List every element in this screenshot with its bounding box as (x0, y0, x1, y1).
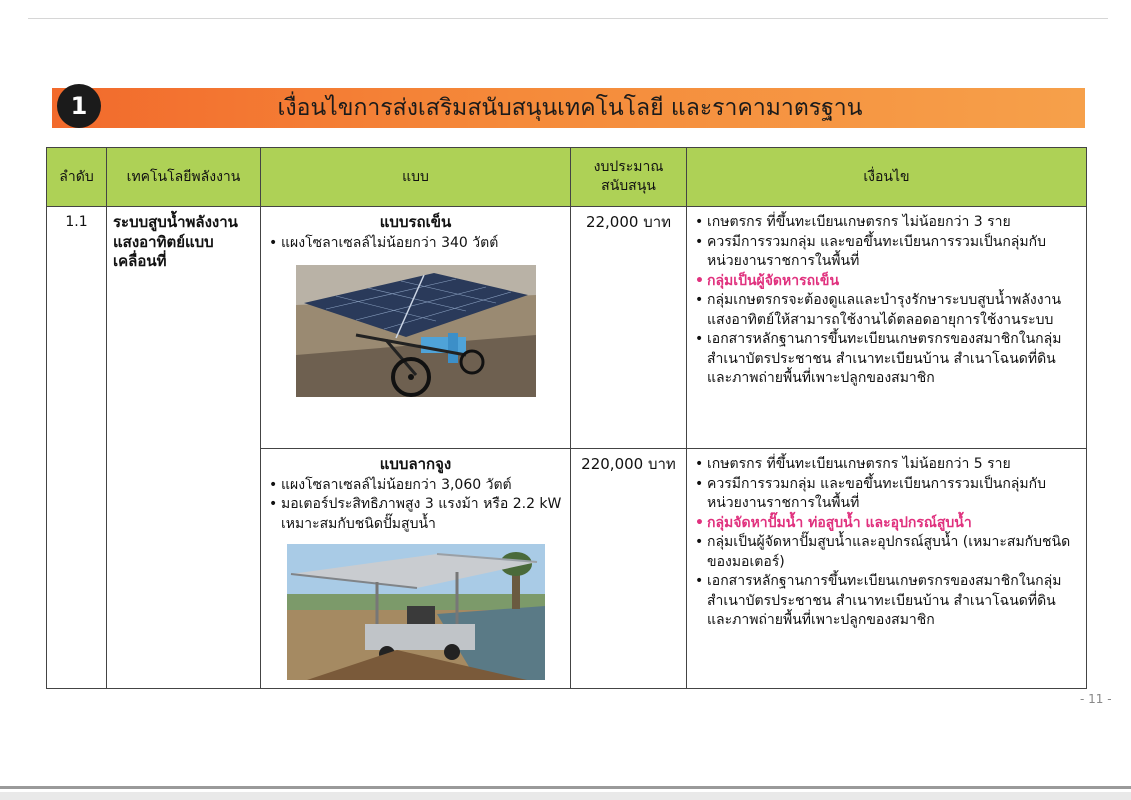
spec-item: • มอเตอร์ประสิทธิภาพสูง 3 แรงม้า หรือ 2.2 kW เหมาะสมกับชนิดปั๊มสูบน้ำ (281, 495, 564, 534)
section-number-badge: 1 (57, 84, 101, 128)
table-header-row (47, 148, 1087, 207)
condition-item: • กลุ่มเกษตรกรจะต้องดูแลและบำรุงรักษาระบบสูบน้ำพลังงานแสงอาทิตย์ให้สามารถใช้งานได้ตลอดอายุการใช้งานระบบ (707, 291, 1080, 330)
condition-item: • กลุ่มเป็นผู้จัดหารถเข็น (707, 272, 1080, 292)
header-order: ลำดับ (47, 148, 107, 207)
budget-trailer: 220,000 บาท (571, 449, 687, 689)
condition-item: • เอกสารหลักฐานการขึ้นทะเบียนเกษตรกรของสมาชิกในกลุ่ม สำเนาบัตรประชาชน สำเนาทะเบียนบ้าน สำเนาโฉนดที่ดิน และภาพถ่ายพื้นที่เพาะปลูกของสมาชิก (707, 330, 1080, 389)
model-name-trailer: แบบลากจูง (379, 455, 452, 473)
spec-item: • แผงโซลาเซลล์ไม่น้อยกว่า 3,060 วัตต์ (281, 476, 564, 496)
condition-item: • ควรมีการรวมกลุ่ม และขอขึ้นทะเบียนการรวมเป็นกลุ่มกับหน่วยงานราชการในพื้นที่ (707, 233, 1080, 272)
conditions-cell-cart (687, 207, 1087, 449)
header-technology: เทคโนโลยีพลังงาน (107, 148, 261, 207)
model-cell-cart (261, 207, 571, 449)
model-specs-trailer (267, 476, 564, 535)
header-budget: งบประมาณสนับสนุน (571, 148, 687, 207)
header-conditions: เงื่อนไข (687, 148, 1087, 207)
solar-cart-image (296, 265, 536, 397)
top-rule (28, 18, 1108, 19)
solar-trailer-image (287, 544, 545, 680)
condition-item: • เกษตรกร ที่ขึ้นทะเบียนเกษตรกร ไม่น้อยกว่า 3 ราย (707, 213, 1080, 233)
spec-item: • แผงโซลาเซลล์ไม่น้อยกว่า 340 วัตต์ (281, 234, 564, 254)
condition-item: • เกษตรกร ที่ขึ้นทะเบียนเกษตรกร ไม่น้อยกว่า 5 ราย (707, 455, 1080, 475)
section-title: เงื่อนไขการส่งเสริมสนับสนุนเทคโนโลยี และราคามาตรฐาน (277, 95, 863, 121)
solar-cart-photo (296, 265, 536, 397)
bottom-rule (0, 786, 1131, 789)
model-name-cart: แบบรถเข็น (379, 213, 452, 231)
page-number: - 11 - (1080, 692, 1112, 706)
row-order: 1.1 (47, 207, 107, 689)
model-specs-cart (267, 234, 564, 254)
conditions-list-trailer (693, 455, 1080, 631)
conditions-table (46, 147, 1087, 689)
budget-cart: 22,000 บาท (571, 207, 687, 449)
solar-trailer-photo (287, 544, 545, 680)
header-model: แบบ (261, 148, 571, 207)
bottom-band (0, 792, 1131, 800)
conditions-list-cart (693, 213, 1080, 389)
conditions-cell-trailer (687, 449, 1087, 689)
condition-item: • กลุ่มจัดหาปั๊มน้ำ ท่อสูบน้ำ และอุปกรณ์สูบน้ำ (707, 514, 1080, 534)
condition-item: • ควรมีการรวมกลุ่ม และขอขึ้นทะเบียนการรวมเป็นกลุ่มกับหน่วยงานราชการในพื้นที่ (707, 475, 1080, 514)
model-cell-trailer (261, 449, 571, 689)
condition-item: • เอกสารหลักฐานการขึ้นทะเบียนเกษตรกรของสมาชิกในกลุ่ม สำเนาบัตรประชาชน สำเนาทะเบียนบ้าน สำเนาโฉนดที่ดิน และภาพถ่ายพื้นที่เพาะปลูกของสมาชิก (707, 572, 1080, 631)
row-technology: ระบบสูบน้ำพลังงานแสงอาทิตย์แบบเคลื่อนที่ (107, 207, 261, 689)
condition-item: • กลุ่มเป็นผู้จัดหาปั๊มสูบน้ำและอุปกรณ์สูบน้ำ (เหมาะสมกับชนิดของมอเตอร์) (707, 533, 1080, 572)
table-row (47, 207, 1087, 449)
